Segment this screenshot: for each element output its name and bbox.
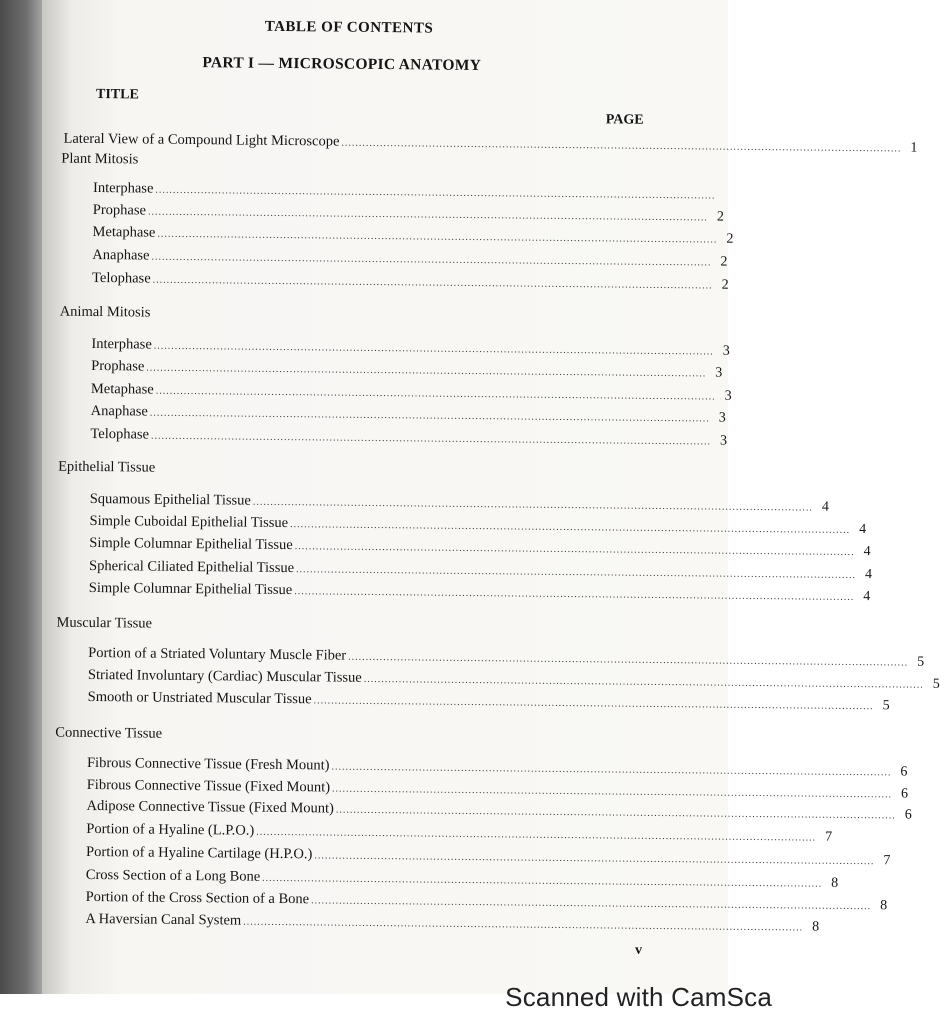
entry-title: Striated Involuntary (Cardiac) Muscular Tissue (87, 666, 362, 686)
entry-title: Anaphase (90, 402, 148, 420)
toc-entry (92, 269, 729, 293)
entry-title: Metaphase (92, 223, 156, 241)
dot-leader: ................................................................................................................................................................ (313, 695, 874, 713)
dot-leader: ................................................................................................................................................................ (155, 385, 716, 403)
toc-entry (88, 644, 925, 670)
entry-page: 3 (718, 410, 726, 426)
dot-leader: ................................................................................................................................................................ (252, 496, 813, 514)
toc-entry (89, 534, 871, 560)
entry-page: 2 (716, 209, 725, 225)
entry-title: Portion of a Striated Voluntary Muscle Fiber (88, 644, 347, 664)
entry-title: Telophase (92, 269, 151, 287)
toc-entry (89, 512, 867, 538)
toc-entry (86, 797, 912, 823)
dot-leader: ................................................................................................................................................................ (290, 519, 851, 536)
entry-title: Simple Columnar Epithelial Tissue (89, 534, 293, 554)
entry-page: 2 (720, 254, 728, 270)
column-page-label: PAGE (605, 112, 644, 128)
entry-page: 1 (910, 140, 918, 156)
section-heading: Epithelial Tissue (58, 458, 156, 476)
entry-page: 5 (917, 654, 925, 670)
dot-leader: ................................................................................................................................................................ (311, 895, 872, 913)
dot-leader: ................................................................................................................................................................ (256, 826, 817, 844)
dot-leader: ................................................................................................................................................................ (157, 228, 718, 246)
entry-title: Cross Section of a Long Bone (85, 866, 261, 885)
entry-title: Lateral View of a Compound Light Microscope (63, 130, 340, 150)
dot-leader: ................................................................................................................................................................ (147, 206, 708, 224)
dot-leader: ................................................................................................................................................................ (294, 541, 855, 558)
toc-entry (89, 557, 873, 583)
entry-page: 2 (721, 277, 729, 293)
entry-page: 8 (831, 875, 839, 891)
entry-title: Adipose Connective Tissue (Fixed Mount) (86, 797, 334, 817)
entry-page: 3 (722, 343, 730, 359)
dot-leader: ................................................................................................................................................................ (146, 362, 707, 380)
entry-page: 6 (900, 764, 908, 780)
entry-title: Simple Columnar Epithelial Tissue (88, 579, 293, 599)
toc-entry (63, 130, 918, 156)
entry-title: Smooth or Unstriated Muscular Tissue (87, 688, 312, 708)
entry-page: 5 (932, 676, 940, 692)
entry-page: 5 (882, 698, 890, 714)
entry-page: 8 (880, 898, 888, 914)
section-heading: Connective Tissue (55, 724, 163, 742)
entry-page: 3 (724, 388, 732, 404)
toc-entry (85, 910, 820, 935)
page-number-marker: v (635, 942, 643, 958)
entry-title: Portion of a Hyaline (L.P.O.) (86, 820, 255, 839)
dot-leader: ................................................................................................................................................................ (262, 872, 823, 890)
toc-entry (86, 820, 833, 845)
entry-page: 6 (904, 807, 912, 823)
entry-page: 7 (883, 853, 891, 869)
entry-page: 3 (715, 365, 723, 381)
entry-title: Fibrous Connective Tissue (Fixed Mount) (86, 776, 331, 796)
dot-leader: ................................................................................................................................................................ (149, 407, 710, 425)
scanner-watermark: Scanned with CamSca (505, 982, 772, 1012)
entry-page: 4 (859, 522, 867, 538)
section-heading: Muscular Tissue (56, 614, 153, 632)
dot-leader: ................................................................................................................................................................ (332, 783, 893, 801)
toc-entry (89, 490, 829, 515)
dot-leader: ................................................................................................................................................................ (243, 916, 804, 934)
dot-leader: ................................................................................................................................................................ (152, 274, 713, 292)
entry-title: Simple Cuboidal Epithelial Tissue (89, 512, 289, 532)
dot-leader: ................................................................................................................................................................ (155, 184, 716, 202)
toc-entry (91, 357, 723, 381)
toc-entry (92, 179, 716, 203)
dot-leader: ................................................................................................................................................................ (153, 340, 714, 358)
toc-entry (90, 425, 728, 449)
entry-title: Anaphase (92, 246, 150, 264)
dot-leader: ................................................................................................................................................................ (150, 430, 712, 448)
section-heading: Animal Mitosis (59, 303, 151, 321)
entry-page: 4 (863, 544, 871, 560)
entry-title: Prophase (92, 201, 147, 219)
dot-leader: ................................................................................................................................................................ (295, 564, 857, 581)
dot-leader: ................................................................................................................................................................ (294, 586, 855, 603)
toc-entry (90, 402, 726, 426)
toc-entry (92, 201, 725, 225)
entry-page: 4 (863, 589, 871, 605)
toc-entry (88, 579, 871, 605)
toc-entry (92, 223, 734, 247)
dot-leader: ................................................................................................................................................................ (331, 761, 892, 779)
part-heading: PART I — MICROSCOPIC ANATOMY (202, 54, 482, 75)
entry-page: 6 (900, 786, 909, 802)
toc-entry (92, 246, 728, 270)
entry-page: 4 (821, 499, 829, 515)
toc-entry (86, 776, 909, 802)
entry-page: 7 (825, 829, 833, 845)
entry-title: Metaphase (90, 380, 154, 398)
toc-entry (86, 754, 908, 780)
entry-page: 2 (726, 231, 734, 247)
toc-entry (91, 335, 730, 359)
entry-title: Prophase (91, 357, 145, 375)
toc-entry (86, 843, 891, 869)
dot-leader: ................................................................................................................................................................ (348, 651, 909, 669)
dot-leader: ................................................................................................................................................................ (341, 137, 902, 155)
entry-title: Interphase (92, 179, 154, 197)
entry-title: Squamous Epithelial Tissue (89, 490, 252, 509)
toc-title: TABLE OF CONTENTS (264, 18, 434, 37)
entry-title: Fibrous Connective Tissue (Fresh Mount) (86, 754, 330, 774)
entry-page: 8 (812, 919, 820, 935)
toc-entry (85, 866, 839, 891)
toc-entry (87, 688, 890, 714)
section-heading: Plant Mitosis (61, 150, 139, 168)
dot-leader: ................................................................................................................................................................ (363, 673, 924, 691)
entry-page: 4 (864, 567, 873, 583)
entry-title: Portion of the Cross Section of a Bone (85, 888, 310, 908)
entry-title: Portion of a Hyaline Cartilage (H.P.O.) (86, 843, 313, 863)
entry-title: Telophase (90, 425, 150, 443)
toc-entry (85, 888, 888, 914)
entry-title: A Haversian Canal System (85, 910, 242, 929)
toc-entry (90, 380, 732, 404)
toc-entry (87, 666, 940, 692)
dot-leader: ................................................................................................................................................................ (314, 850, 875, 868)
entry-title: Interphase (91, 335, 152, 353)
dot-leader: ................................................................................................................................................................ (335, 804, 896, 822)
entry-page: 3 (719, 433, 728, 449)
dot-leader: ................................................................................................................................................................ (151, 251, 712, 269)
entry-title: Spherical Ciliated Epithelial Tissue (89, 557, 295, 577)
column-title-label: TITLE (95, 87, 139, 103)
